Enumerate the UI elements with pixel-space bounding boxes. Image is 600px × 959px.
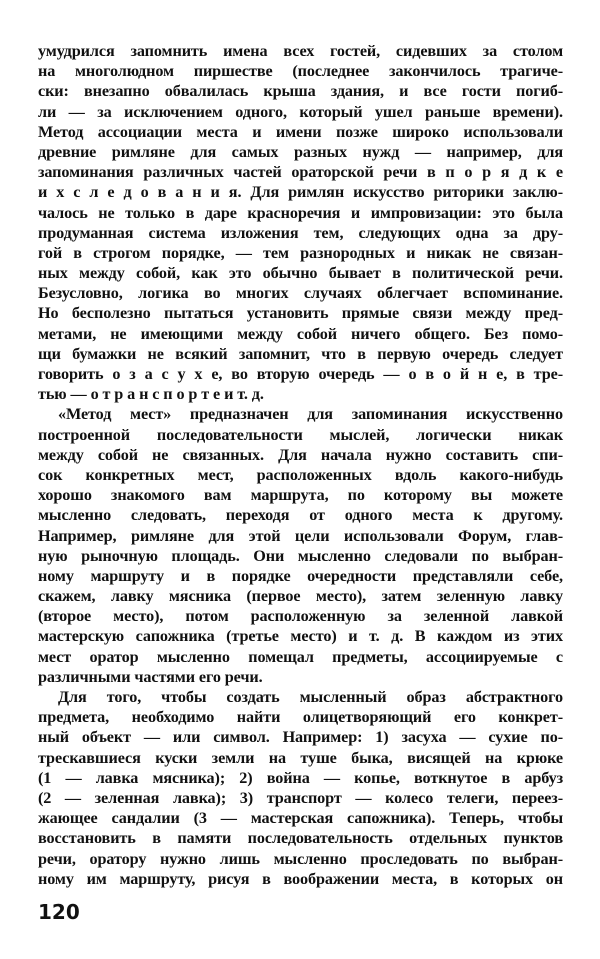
text-line: различными частями его речи.	[38, 667, 263, 686]
text-line: ли — за исключением одного, который ушел раньше времени).	[38, 102, 563, 121]
text-line: умудрился запомнить имена всех гостей, сидевших за столом	[38, 42, 563, 60]
page-number: 120	[38, 900, 80, 924]
text-line: ных между собой, как это обычно бывает в политической речи.	[38, 264, 563, 283]
text-line: запоминания различных частей ораторской речи в п о р я д к е	[38, 163, 563, 182]
paragraph	[38, 687, 563, 889]
text-line: Безусловно, логика во многих случаях облегчает вспоминание.	[38, 284, 563, 303]
text-line: предмета, необходимо найти олицетворяющий его конкрет-	[38, 708, 563, 727]
text-line: мест оратор мысленно помещал предметы, ассоциируемые с	[38, 647, 563, 666]
text-line: ную рыночную площадь. Они мысленно следовали по выбран-	[38, 546, 563, 565]
text-line: хорошо знакомого вам маршрута, по которому вы можете	[38, 486, 563, 505]
text-line: древние римляне для самых разных нужд — например, для	[38, 142, 563, 161]
text-line: построенной последовательности мыслей, логически никак	[38, 425, 563, 444]
text-line: Но бесполезно пытаться установить прямые связи между пред-	[38, 304, 563, 323]
text-line: Например, римляне для этой цели использовали Форум, глав-	[38, 526, 563, 545]
paragraph	[38, 404, 563, 687]
text-line: щи бумажки не всякий запомнит, что в первую очередь следует	[38, 344, 563, 363]
text-line: речи, оратору нужно лишь мысленно проследовать по выбран-	[38, 849, 563, 868]
text-line: продуманная система изложения тем, следующих одна за дру-	[38, 223, 563, 242]
book-page-text	[38, 41, 563, 889]
text-line: трескавшиеся куски земли на туше быка, висящей на крюке	[38, 748, 563, 767]
text-line: метами, не имеющими между собой ничего общего. Без помо-	[38, 324, 563, 343]
text-line: ски: внезапно обвалилась крыша здания, и все гости погиб-	[38, 82, 563, 101]
text-line: ный объект — или символ. Например: 1) засуха — сухие по-	[38, 728, 563, 747]
text-line: скажем, лавку мясника (первое место), затем зеленную лавку	[38, 587, 563, 606]
text-line: чалось не только в даре красноречия и импровизации: это была	[38, 203, 563, 222]
text-line: «Метод мест» предназначен для запоминания искусственно	[58, 405, 563, 424]
text-line: Для того, чтобы создать мысленный образ абстрактного	[58, 688, 563, 706]
text-line: между собой не связанных. Для начала нужно составить спи-	[38, 445, 563, 464]
text-line: (1 — лавка мясника); 2) война — копье, воткнутое в арбуз	[38, 768, 563, 787]
text-line: Метод ассоциации места и имени позже широко использовали	[38, 122, 563, 141]
paragraph	[38, 41, 563, 404]
text-line: на многолюдном пиршестве (последнее закончилось трагиче-	[38, 62, 563, 81]
text-line: (второе место), потом расположенную за зеленной лавкой	[38, 607, 563, 626]
text-line: гой в строгом порядке, — тем разнородных и никак не связан-	[38, 243, 563, 262]
text-line: (2 — зеленная лавка); 3) транспорт — колесо телеги, переез-	[38, 788, 563, 807]
text-line: жающее сандалии (3 — мастерская сапожника). Теперь, чтобы	[38, 809, 563, 828]
text-line: восстановить в памяти последовательность отдельных пунктов	[38, 829, 563, 848]
text-line: мастерскую сапожника (третье место) и т. д. В каждом из этих	[38, 627, 563, 646]
text-line: сок конкретных мест, расположенных вдоль какого-нибудь	[38, 465, 563, 484]
text-line: ному им маршруту, рисуя в воображении места, в которых он	[38, 869, 563, 888]
text-line: мысленно следовать, переходя от одного места к другому.	[38, 506, 563, 525]
text-line: ному маршруту и в порядке очередности представляли себе,	[38, 566, 563, 585]
text-line: и х с л е д о в а н и я. Для римлян искусство риторики заклю-	[38, 183, 563, 202]
text-line: тью — о т р а н с п о р т е и т. д.	[38, 385, 264, 404]
text-line: говорить о з а с у х е, во вторую очередь — о в о й н е, в тре-	[38, 365, 563, 383]
